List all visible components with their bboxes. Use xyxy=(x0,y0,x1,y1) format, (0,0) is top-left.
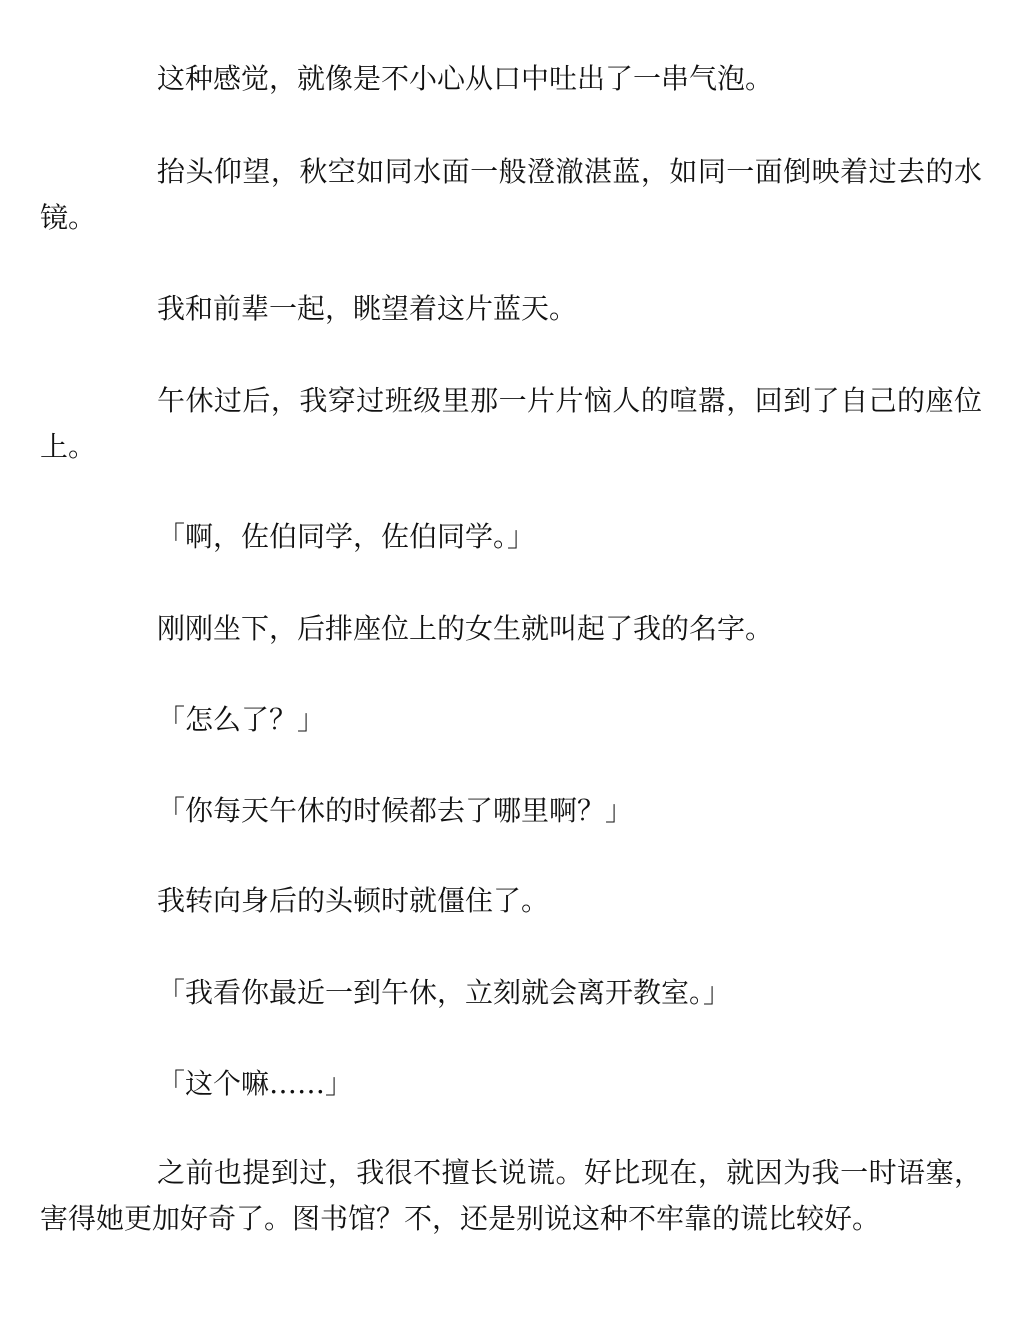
paragraph-10: 「我看你最近一到午休，立刻就会离开教室。」 xyxy=(157,976,732,1009)
paragraph-9: 我转向身后的头顿时就僵住了。 xyxy=(157,884,550,917)
paragraph-5: 「啊，佐伯同学，佐伯同学。」 xyxy=(157,520,536,553)
paragraph-6: 刚刚坐下，后排座位上的女生就叫起了我的名字。 xyxy=(157,612,774,645)
paragraph-7: 「怎么了？」 xyxy=(157,703,326,736)
paragraph-11: 「这个嘛……」 xyxy=(157,1067,354,1100)
paragraph-2: 抬头仰望，秋空如同水面一般澄澈湛蓝，如同一面倒映着过去的水镜。 xyxy=(40,155,982,234)
paragraph-3: 我和前辈一起，眺望着这片蓝天。 xyxy=(157,292,578,325)
paragraph-12: 之前也提到过，我很不擅长说谎。好比现在，就因为我一时语塞，害得她更加好奇了。图书馆？不，还是别说这种不牢靠的谎比较好。 xyxy=(40,1156,982,1235)
paragraph-1: 这种感觉，就像是不小心从口中吐出了一串气泡。 xyxy=(157,62,774,95)
paragraph-4: 午休过后，我穿过班级里那一片片恼人的喧嚣，回到了自己的座位上。 xyxy=(40,384,982,463)
paragraph-8: 「你每天午休的时候都去了哪里啊？」 xyxy=(157,794,634,827)
